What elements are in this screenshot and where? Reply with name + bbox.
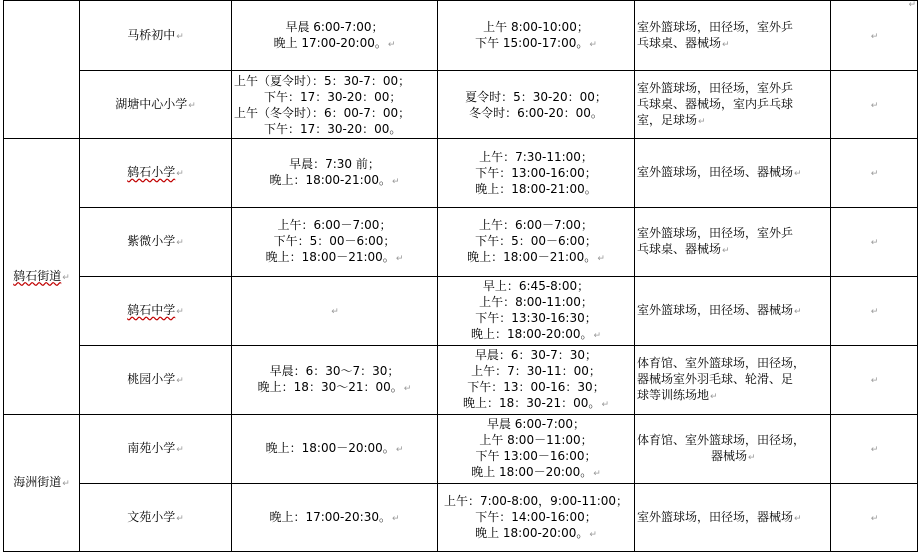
venue-line: 体育馆、室外篮球场，田径场， [637,356,806,370]
before-school-hours-cell [232,346,438,415]
time-line-last [440,525,632,543]
venue-line-last [637,387,828,405]
venue-line: 器械场室外羽毛球、轮滑、足 [637,372,794,386]
venue-line: 乓球桌、器械场，室内乒乓球 [637,96,794,111]
time-text: 晚上：18：30-21：00。 [463,396,601,410]
time-text: 晚上：18:00-21:00。 [269,173,391,187]
time-line: 上午 8:00-10:00； [483,19,589,34]
time-line: 上午 8:00－11:00； [479,433,593,447]
paragraph-mark-icon: ↵ [597,254,605,264]
paragraph-mark-icon: ↵ [391,177,400,187]
holiday-hours-cell [438,71,635,139]
paragraph-mark-icon: ↵ [176,31,184,42]
before-school-hours-cell [232,484,438,552]
time-line: 上午（冬令时）：6：00-7：00； [234,105,411,120]
time-line-last [234,440,435,458]
note-cell [831,415,918,484]
holiday-hours-cell [438,346,635,415]
school-name: 湖塘中心小学 [115,96,188,111]
paragraph-mark-icon: ↵ [593,469,601,479]
holiday-hours-cell [438,415,635,484]
street-name: 鸫石街道 [13,268,62,283]
time-line: 下午：13:30-16:30； [475,311,597,325]
paragraph-mark-icon: ↵ [722,39,730,50]
paragraph-mark-icon: ↵ [870,376,879,386]
paragraph-mark-icon: ↵ [748,453,756,463]
paragraph-mark-icon: ↵ [62,479,70,489]
paragraph-mark-icon: ↵ [589,39,597,50]
time-line-last [440,395,632,413]
time-line-last [234,172,435,190]
time-line: 早晨：6：30-7：30； [474,348,598,362]
time-text: 晚上 18:00-20:00。 [475,525,589,540]
school-name-cell [80,139,232,208]
before-school-hours-cell [232,415,438,484]
paragraph-mark-icon: ↵ [794,307,802,317]
school-name: 紫微小学 [127,234,176,248]
time-line-last [234,379,435,397]
time-line: 下午：5：00－6:00； [475,234,597,248]
school-name: 马桥初中 [127,27,176,42]
venue-line-last [637,302,828,320]
time-text: 晚上：18:00－20:00。 [265,441,395,455]
paragraph-mark-icon: ↵ [710,392,718,402]
time-line: 下午：14:00-16:00； [475,509,597,524]
venues-cell [635,277,831,346]
venue-line-last [637,241,828,259]
time-line: 冬令时：6:00-20：00。 [469,105,603,120]
table-row [4,208,918,277]
paragraph-mark-icon: ↵ [176,513,184,524]
venue-line-last [637,509,828,527]
street-name: 海洲街道 [13,475,62,489]
time-text: 晚上 18:00－20:00。 [471,465,593,479]
school-name-cell [80,415,232,484]
before-school-hours-cell [232,139,438,208]
street-cell [4,1,80,139]
time-text: 晚上：18:00-20:00。 [470,327,593,341]
note-cell [831,1,918,71]
note-cell [831,484,918,552]
holiday-hours-cell [438,1,635,71]
time-line: 上午：7:00-8:00，9:00-11:00； [443,493,629,508]
table-row [4,415,918,484]
venue-line: 室外篮球场，田径场，室外乒 [637,226,794,240]
table-row [4,346,918,415]
time-line: 早晨：7:30 前； [289,157,380,171]
school-name-cell [80,484,232,552]
time-line-last [440,35,632,53]
paragraph-mark-icon: ↵ [870,169,879,179]
school-name-cell [80,346,232,415]
note-cell [831,346,918,415]
school-name: 鸫石小学 [127,165,176,179]
venues-cell [635,346,831,415]
time-text: 晚上：18:00－21:00。 [265,250,395,264]
paragraph-mark-icon: ↵ [176,307,184,317]
venue-text: 室外篮球场，田径场、器械场 [637,165,794,179]
time-line-last [440,326,632,344]
school-name-cell [80,1,232,71]
time-line: 上午：8:00-11:00； [479,295,593,309]
venue-text: 室，足球场 [637,112,698,127]
time-line: 夏令时：5：30-20：00； [465,89,607,104]
table-row [4,71,918,139]
time-line: 下午：17：30-20：00。 [264,121,402,136]
venue-text: 乓球桌、器械场 [637,35,722,50]
paragraph-mark-icon: ↵ [698,116,706,127]
venue-line-last [637,164,828,182]
time-line: 早上：6:45-8:00； [482,279,590,293]
venue-line: 室外篮球场，田径场，室外乒 [637,19,794,34]
paragraph-mark-icon: ↵ [593,331,602,341]
time-line: 下午 13:00－16:00； [475,449,597,463]
time-line: 下午：13:00-16:00； [475,166,597,180]
table-row [4,484,918,552]
venue-line: 室外篮球场，田径场，室外乒 [637,80,794,95]
before-school-hours-cell [232,1,438,71]
venues-cell [635,1,831,71]
note-cell [831,208,918,277]
paragraph-mark-icon: ↵ [870,445,879,455]
holiday-hours-cell [438,139,635,208]
venue-line-last [637,448,828,466]
street-cell [4,415,80,552]
venues-cell [635,71,831,139]
paragraph-mark-icon: ↵ [794,513,802,524]
paragraph-mark-icon: ↵ [908,0,916,10]
paragraph-mark-icon: ↵ [601,400,609,410]
note-cell [831,71,918,139]
time-line: 下午：5：00－6:00； [273,234,396,248]
holiday-hours-cell [438,208,635,277]
school-name: 南苑小学 [127,441,176,455]
paragraph-mark-icon: ↵ [870,238,879,248]
time-line: 上午：6:00－7:00； [479,218,593,232]
paragraph-mark-icon: ↵ [870,100,879,111]
paragraph-mark-icon: ↵ [176,169,184,179]
paragraph-mark-icon: ↵ [62,272,70,283]
school-name: 文苑小学 [127,509,176,524]
venues-cell [635,484,831,552]
before-school-hours-cell [232,71,438,139]
paragraph-mark-icon: ↵ [391,513,400,524]
venue-line-last [637,35,828,53]
paragraph-mark-icon: ↵ [395,254,404,264]
paragraph-mark-icon: ↵ [870,31,879,42]
venue-text: 室外篮球场，田径场、器械场 [637,303,794,317]
paragraph-mark-icon: ↵ [395,445,404,455]
time-line-last [440,249,632,267]
time-text: 下午 15:00-17:00。 [475,35,589,50]
school-name: 鸫石中学 [127,303,176,317]
time-line: 早晨 6:00-7:00； [285,19,384,34]
paragraph-mark-icon: ↵ [403,384,412,394]
venue-text: 室外篮球场，田径场，器械场 [637,509,794,524]
paragraph-mark-icon: ↵ [794,169,802,179]
time-line: 上午（夏令时）：5：30-7：00； [234,73,411,88]
venues-cell [635,139,831,208]
time-line: 上午：7:30-11:00； [479,150,593,164]
time-line-last [234,509,435,527]
paragraph-mark-icon: ↵ [176,238,184,248]
paragraph-mark-icon: ↵ [387,39,396,50]
time-line: 下午：13：00-16：30； [467,380,605,394]
paragraph-mark-icon: ↵ [188,100,196,111]
table-row [4,1,918,71]
paragraph-mark-icon: ↵ [870,513,879,524]
paragraph-mark-icon: ↵ [331,307,339,317]
note-cell [831,139,918,208]
time-text: 晚上：17:00-20:30。 [269,509,391,524]
time-text: 晚上：18:00－21:00。 [467,250,597,264]
venue-text: 乓球桌、器械场 [637,242,722,256]
venue-text: 器械场 [711,449,748,463]
venue-text: 球等训练场地 [637,388,710,402]
time-line: 上午：7：30-11：00； [471,364,601,378]
table-row [4,139,918,208]
note-cell [831,277,918,346]
before-school-hours-cell [232,277,438,346]
time-line: 上午：6:00－7:00； [277,218,392,232]
time-text: 晚上：18：30～21：00。 [257,380,403,394]
street-cell [4,139,80,415]
time-line-last [234,249,435,267]
time-line: 下午：17：30-20：00； [264,89,402,104]
before-school-hours-cell [232,208,438,277]
paragraph-mark-icon: ↵ [589,529,597,540]
venue-line-last [637,112,828,130]
time-line-last [234,35,435,53]
holiday-hours-cell [438,484,635,552]
paragraph-mark-icon: ↵ [176,376,184,386]
venue-line: 体育馆、室外篮球场，田径场， [637,433,806,447]
opening-hours-table [3,0,918,552]
venues-cell [635,415,831,484]
paragraph-mark-icon: ↵ [870,307,879,317]
time-line-last [440,464,632,482]
venues-cell [635,208,831,277]
school-name: 桃园小学 [127,372,176,386]
time-line: 早晨：6：30～7：30； [269,364,400,378]
school-name-cell [80,277,232,346]
table-row [4,277,918,346]
time-line: 晚上：18:00-21:00。 [475,182,597,196]
paragraph-mark-icon: ↵ [722,246,730,256]
time-text: 晚上 17:00-20:00。 [273,35,387,50]
holiday-hours-cell [438,277,635,346]
school-name-cell [80,208,232,277]
paragraph-mark-icon: ↵ [176,445,184,455]
time-line: 早晨 6:00-7:00； [486,417,586,431]
school-name-cell [80,71,232,139]
